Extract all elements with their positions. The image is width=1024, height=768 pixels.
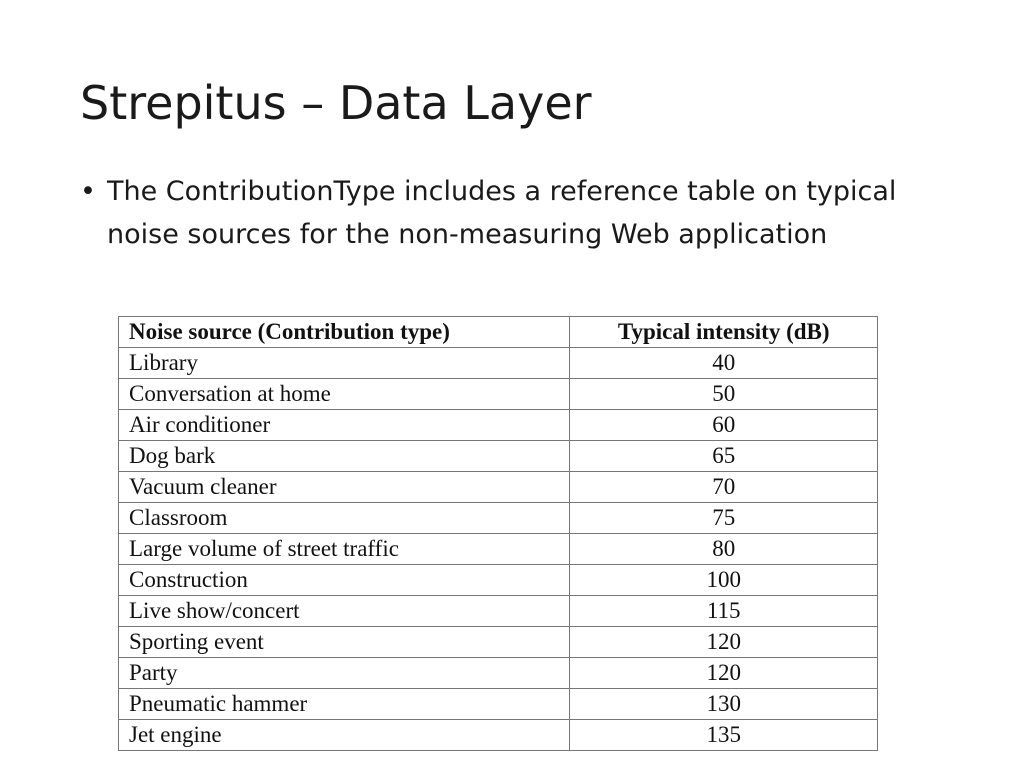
table-row <box>119 689 878 720</box>
header-typical-intensity: Typical intensity (dB) <box>570 317 878 348</box>
cell-noise-source: Dog bark <box>119 441 570 472</box>
cell-typical-intensity: 100 <box>570 565 878 596</box>
cell-typical-intensity: 130 <box>570 689 878 720</box>
noise-reference-table <box>118 316 878 751</box>
cell-noise-source: Live show/concert <box>119 596 570 627</box>
header-noise-source: Noise source (Contribution type) <box>119 317 570 348</box>
cell-typical-intensity: 65 <box>570 441 878 472</box>
cell-typical-intensity: 135 <box>570 720 878 751</box>
cell-typical-intensity: 70 <box>570 472 878 503</box>
bullet-list <box>80 170 960 256</box>
cell-noise-source: Air conditioner <box>119 410 570 441</box>
table-row <box>119 503 878 534</box>
cell-typical-intensity: 75 <box>570 503 878 534</box>
table-row <box>119 720 878 751</box>
bullet-text: The ContributionType includes a reference table on typical noise sources for the non-measuring Web application <box>107 176 897 250</box>
cell-typical-intensity: 60 <box>570 410 878 441</box>
cell-noise-source: Pneumatic hammer <box>119 689 570 720</box>
cell-noise-source: Library <box>119 348 570 379</box>
table-row <box>119 534 878 565</box>
cell-noise-source: Construction <box>119 565 570 596</box>
table-row <box>119 379 878 410</box>
cell-typical-intensity: 80 <box>570 534 878 565</box>
bullet-marker: • <box>80 176 96 207</box>
cell-typical-intensity: 115 <box>570 596 878 627</box>
noise-reference-table-container <box>118 316 878 751</box>
table-row <box>119 348 878 379</box>
table-row <box>119 596 878 627</box>
table-body <box>119 348 878 751</box>
table-row <box>119 441 878 472</box>
cell-typical-intensity: 120 <box>570 658 878 689</box>
cell-noise-source: Conversation at home <box>119 379 570 410</box>
table-row <box>119 410 878 441</box>
cell-noise-source: Classroom <box>119 503 570 534</box>
cell-noise-source: Large volume of street traffic <box>119 534 570 565</box>
table-row <box>119 627 878 658</box>
cell-typical-intensity: 120 <box>570 627 878 658</box>
slide-title: Strepitus – Data Layer <box>80 76 592 130</box>
cell-noise-source: Party <box>119 658 570 689</box>
table-header-row <box>119 317 878 348</box>
cell-noise-source: Vacuum cleaner <box>119 472 570 503</box>
cell-typical-intensity: 40 <box>570 348 878 379</box>
cell-typical-intensity: 50 <box>570 379 878 410</box>
table-row <box>119 565 878 596</box>
cell-noise-source: Jet engine <box>119 720 570 751</box>
table-row <box>119 658 878 689</box>
bullet-item <box>80 170 960 256</box>
table-row <box>119 472 878 503</box>
cell-noise-source: Sporting event <box>119 627 570 658</box>
